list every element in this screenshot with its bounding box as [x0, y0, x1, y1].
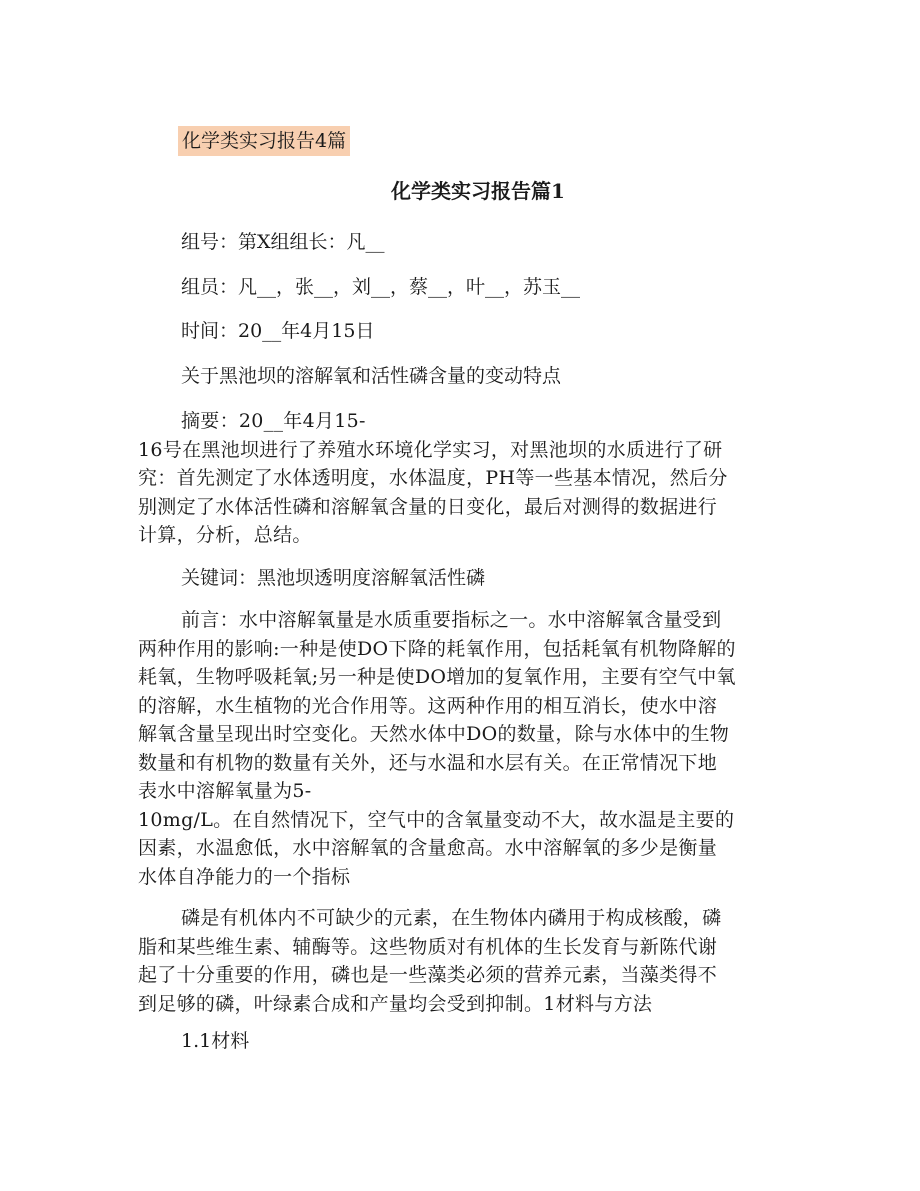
section-title: 化学类实习报告篇1: [391, 179, 565, 203]
preface-line: 的溶解，水生植物的光合作用等。这两种作用的相互消长，使水中溶: [138, 694, 718, 717]
phosphorus-line: 磷是有机体内不可缺少的元素，在生物体内磷用于构成核酸，磷: [181, 907, 722, 929]
abstract-line: 16号在黑池坝进行了养殖水环境化学实习，对黑池坝的水质进行了研: [138, 438, 723, 461]
preface-line: 因素，水温愈低，水中溶解氧的含量愈高。水中溶解氧的多少是衡量: [138, 837, 718, 859]
phosphorus-line: 起了十分重要的作用，磷也是一些藻类必须的营养元素，当藻类得不: [138, 964, 718, 986]
topic-line: 关于黑池坝的溶解氧和活性磷含量的变动特点: [181, 365, 562, 387]
preface-line: 数量和有机物的数量有关外，还与水温和水层有关。在正常情况下地: [138, 751, 718, 774]
phosphorus-line: 到足够的磷，叶绿素合成和产量均会受到抑制。1材料与方法: [138, 992, 653, 1015]
abstract-paragraph: [138, 407, 778, 550]
preface-line: 前言：水中溶解氧量是水质重要指标之一。水中溶解氧含量受到: [181, 609, 722, 631]
group-line: 组号：第X组组长：凡__: [181, 231, 385, 253]
members-line: 组员：凡__，张__，刘__，蔡__，叶__，苏玉__: [181, 276, 581, 298]
phosphorus-line: 脂和某些维生素、辅酶等。这些物质对有机体的生长发育与新陈代谢: [138, 935, 718, 958]
preface-line: 水体自净能力的一个指标: [138, 865, 351, 888]
abstract-line: 摘要：20__年4月15-: [181, 410, 366, 432]
time-line: 时间：20__年4月15日: [181, 320, 375, 342]
preface-line: 表水中溶解氧量为5-: [138, 780, 312, 802]
keywords-line: 关键词：黑池坝透明度溶解氧活性磷: [181, 567, 486, 589]
preface-line: 解氧含量呈现出时空变化。天然水体中DO的数量，除与水体中的生物: [138, 723, 730, 745]
preface-paragraph: [138, 606, 778, 891]
preface-line: 耗氧，生物呼吸耗氧;另一种是使DO增加的复氧作用，主要有空气中氧: [138, 666, 736, 688]
abstract-line: 别测定了水体活性磷和溶解氧含量的日变化，最后对测得的数据进行: [138, 495, 718, 518]
preface-line: 两种作用的影响:一种是使DO下降的耗氧作用，包括耗氧有机物降解的: [138, 637, 736, 660]
materials-heading: 1.1材料: [181, 1030, 250, 1052]
phosphorus-paragraph: [138, 904, 778, 1018]
abstract-line: 计算，分析，总结。: [138, 524, 312, 546]
abstract-line: 究：首先测定了水体透明度，水体温度，PH等一些基本情况，然后分: [138, 467, 728, 489]
preface-line: 10mg/L。在自然情况下，空气中的含氧量变动不大，故水温是主要的: [138, 808, 735, 831]
document-title: 化学类实习报告4篇: [178, 126, 350, 156]
